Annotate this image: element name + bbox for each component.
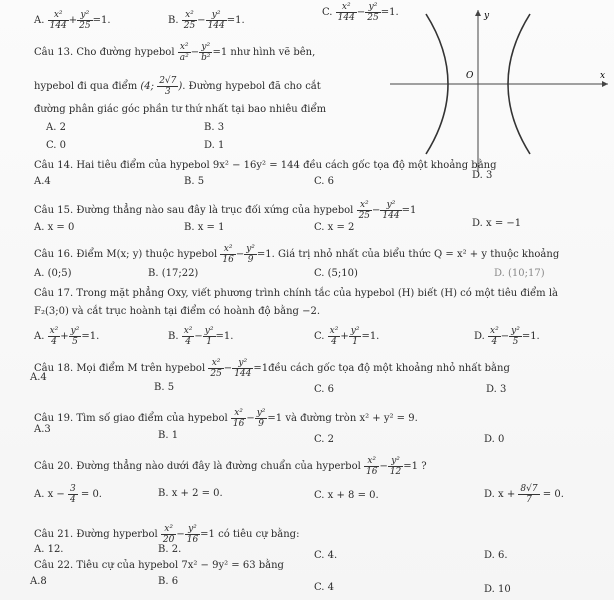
q14-option-a: A.4 bbox=[34, 176, 51, 187]
q18-option-c: C. 6 bbox=[314, 384, 335, 395]
q13-option-b: B. 3 bbox=[204, 122, 225, 133]
q17-line2: F₂(3;0) và cắt trục hoành tại điểm có hoành độ bằng −2. bbox=[34, 306, 321, 317]
q20-option-a: A. x − $\frac{3}{4}$ = 0. bbox=[34, 484, 102, 505]
q22-option-c: C. 4 bbox=[314, 582, 335, 593]
q21-text: Câu 21. Đường hyperbol $\frac{\text{x²}}{20}$ − $\frac{\text{y²}}{16}$ =1 có tiêu cự bằng: bbox=[34, 524, 300, 545]
q12-option-a: A. $\frac{\text{x²}}{144}$ + $\frac{\text{y²}}{25}$ =1. bbox=[34, 10, 111, 31]
q18-text: Câu 18. Mọi điểm M trên hypebol $\frac{\text{x²}}{25}$ − $\frac{\text{y²}}{144}$ =1đều cách gốc tọa độ một khoảng nhỏ nhất bằng bbox=[34, 358, 510, 379]
q12-option-b: B. $\frac{\text{x²}}{25}$ − $\frac{\text{y²}}{144}$ =1. bbox=[168, 10, 245, 31]
q14-text: Câu 14. Hai tiêu điểm của hypebol 9x² − 16y² = 144 đều cách gốc tọa độ một khoảng bằng bbox=[34, 160, 497, 171]
q15-text: Câu 15. Đường thẳng nào sau đây là trục đối xứng của hypebol $\frac{\text{x²}}{25}$ − $\frac{\text{y²}}{144}$ =1 bbox=[34, 200, 417, 221]
q15-option-d: D. x = −1 bbox=[472, 218, 522, 229]
q13-option-a: A. 2 bbox=[46, 122, 66, 133]
q18-option-d: D. 3 bbox=[486, 384, 507, 395]
q19-option-a: A.3 bbox=[34, 424, 51, 435]
q14-option-c: C. 6 bbox=[314, 176, 335, 187]
origin-label: O bbox=[466, 71, 474, 81]
q19-option-c: C. 2 bbox=[314, 434, 335, 445]
q19-option-b: B. 1 bbox=[158, 430, 179, 441]
y-axis-arrow bbox=[475, 10, 481, 16]
q16-option-a: A. (0;5) bbox=[34, 268, 72, 279]
y-axis-label: y bbox=[484, 11, 490, 21]
q13-line2: hypebol đi qua điểm (4; $\frac{2√7}{3}$ ). Đường hypebol đã cho cắt bbox=[34, 76, 321, 97]
q16-option-c: C. (5;10) bbox=[314, 268, 358, 279]
q16-text: Câu 16. Điểm M(x; y) thuộc hypebol $\frac{\text{x²}}{16}$ − $\frac{\text{y²}}{9}$ =1. Giá trị nhỏ nhất của biểu thức Q = x² + y thuộc khoảng bbox=[34, 244, 560, 265]
hyperbola-graph bbox=[380, 4, 614, 174]
q14-option-d: D. 3 bbox=[472, 170, 493, 181]
q14-option-b: B. 5 bbox=[184, 176, 205, 187]
q15-option-b: B. x = 1 bbox=[184, 222, 225, 233]
q15-option-c: C. x = 2 bbox=[314, 222, 355, 233]
q16-option-d: D. (10;17) bbox=[494, 268, 545, 279]
q16-option-b: B. (17;22) bbox=[148, 268, 199, 279]
q20-option-b: B. x + 2 = 0. bbox=[158, 488, 223, 499]
q17-line1: Câu 17. Trong mặt phẳng Oxy, viết phương trình chính tắc của hypebol (H) biết (H) có một tiêu điểm là bbox=[34, 288, 558, 299]
q13-line1: Câu 13. Cho đường hypebol $\frac{\text{x²}}{\text{a²}}$ − $\frac{\text{y²}}{\text{b²}}$ =1 như hình vẽ bên, bbox=[34, 42, 316, 63]
q20-option-c: C. x + 8 = 0. bbox=[314, 490, 379, 501]
q13-option-c: C. 0 bbox=[46, 140, 67, 151]
q17-option-c: C. $\frac{\text{x²}}{4}$ + $\frac{\text{y²}}{1}$ =1. bbox=[314, 326, 380, 347]
q13-line3: đường phân giác góc phần tư thứ nhất tại bao nhiêu điểm bbox=[34, 104, 327, 115]
q19-text: Câu 19. Tìm số giao điểm của hypebol $\frac{\text{x²}}{16}$ − $\frac{\text{y²}}{9}$ =1 và đường tròn x² + y² = 9. bbox=[34, 408, 418, 429]
q19-option-d: D. 0 bbox=[484, 434, 505, 445]
q17-option-a: A. $\frac{\text{x²}}{4}$ + $\frac{\text{y²}}{5}$ =1. bbox=[34, 326, 100, 347]
q21-option-a: A. 12. bbox=[34, 544, 64, 555]
q15-option-a: A. x = 0 bbox=[34, 222, 75, 233]
q17-option-d: D. $\frac{\text{x²}}{4}$ − $\frac{\text{y²}}{5}$ =1. bbox=[474, 326, 540, 347]
q12-option-c: C. $\frac{\text{x²}}{144}$ − $\frac{\text{y²}}{25}$ =1. bbox=[322, 2, 399, 23]
q21-option-b: B. 2. bbox=[158, 544, 182, 555]
q22-text: Câu 22. Tiêu cự của hypebol 7x² − 9y² = 63 bằng bbox=[34, 560, 284, 571]
q20-text: Câu 20. Đường thẳng nào dưới đây là đường chuẩn của hyperbol $\frac{\text{x²}}{16}$ − $\frac{\text{y²}}{12}$ =1 ? bbox=[34, 456, 427, 477]
q18-option-a: A.4 bbox=[30, 372, 47, 383]
q22-option-d: D. 10 bbox=[484, 584, 511, 595]
q22-option-b: B. 6 bbox=[158, 576, 179, 587]
q20-option-d: D. x + $\frac{8√7}{7}$ = 0. bbox=[484, 484, 564, 505]
q21-option-c: C. 4. bbox=[314, 550, 338, 561]
q18-option-b: B. 5 bbox=[154, 382, 175, 393]
q17-option-b: B. $\frac{\text{x²}}{4}$ − $\frac{\text{y²}}{1}$ =1. bbox=[168, 326, 234, 347]
q21-option-d: D. 6. bbox=[484, 550, 508, 561]
q13-option-d: D. 1 bbox=[204, 140, 225, 151]
q22-option-a: A.8 bbox=[30, 576, 47, 587]
x-axis-arrow bbox=[602, 81, 608, 87]
x-axis-label: x bbox=[600, 71, 606, 81]
